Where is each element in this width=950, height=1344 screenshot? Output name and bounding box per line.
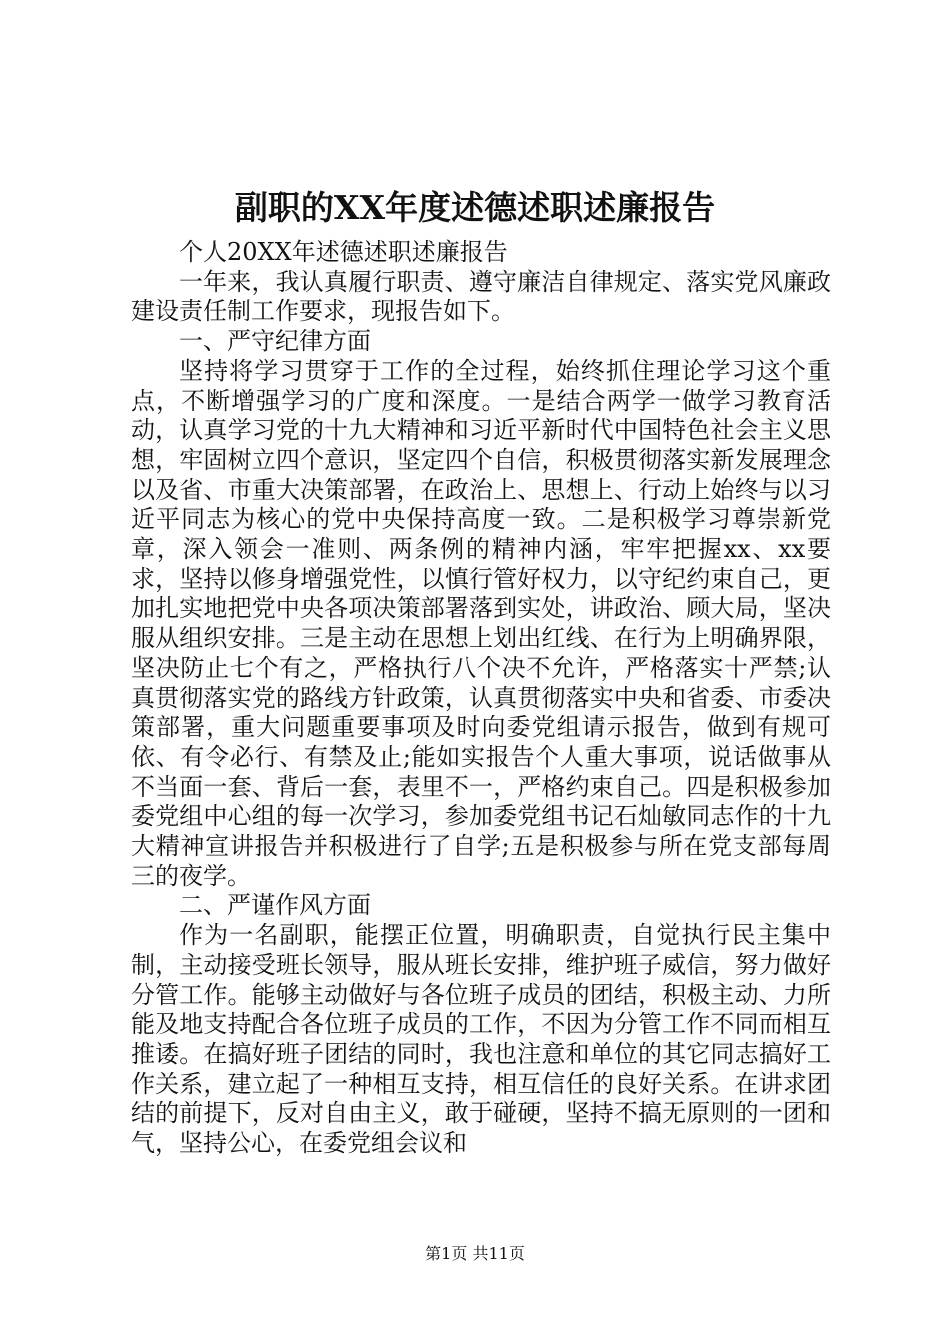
section-heading-work-style: 二、严谨作风方面 bbox=[179, 891, 371, 920]
document-title: 副职的XX年度述德述职述廉报告 bbox=[234, 188, 716, 227]
section-body-discipline: 坚持将学习贯穿于工作的全过程，始终抓住理论学习这个重点，不断增强学习的广度和深度。一是结合两学一做学习教育活动，认真学习党的十九大精神和习近平新时代中国特色社会主义思想，牢固树立四个意识，坚定四个自信，积极贯彻落实新发展理念以及省、市重大决策部署，在政治上、思想上、行动上始终与以习近平同志为核心的党中央保持高度一致。二是积极学习尊崇新党章，深入领会一准则、两条例的精神内涵，牢牢把握xx、xx要求，坚持以修身增强党性，以慎行管好权力，以守纪约束自己，更加扎实地把党中央各项决策部署落到实处，讲政治、顾大局，坚决服从组织安排。三是主动在思想上划出红线、在行为上明确界限，坚决防止七个有之，严格执行八个决不允许，严格落实十严禁;认真贯彻落实党的路线方针政策，认真贯彻落实中央和省委、市委决策部署，重大问题重要事项及时向委党组请示报告，做到有规可依、有令必行、有禁及止;能如实报告个人重大事项，说话做事从不当面一套、背后一套，表里不一，严格约束自己。四是积极参加委党组中心组的每一次学习，参加委党组书记石灿敏同志作的十九大精神宣讲报告并积极进行了自学;五是积极参与所在党支部每周三的夜学。 bbox=[131, 356, 831, 890]
page-number: 第1页 bbox=[425, 1244, 468, 1263]
page-total: 共11页 bbox=[472, 1244, 525, 1263]
section-heading-discipline: 一、严守纪律方面 bbox=[179, 327, 371, 356]
document-body bbox=[131, 238, 831, 1159]
subtitle: 个人20XX年述德述职述廉报告 bbox=[179, 238, 508, 266]
page-footer bbox=[0, 1242, 950, 1266]
intro-paragraph: 一年来，我认真履行职责、遵守廉洁自律规定、落实党风廉政建设责任制工作要求，现报告如下。 bbox=[131, 267, 831, 326]
section-body-work-style: 作为一名副职，能摆正位置，明确职责，自觉执行民主集中制，主动接受班长领导，服从班长安排，维护班子威信，努力做好分管工作。能够主动做好与各位班子成员的团结，积极主动、力所能及地支持配合各位班子成员的工作，不因为分管工作不同而相互推诿。在搞好班子团结的同时，我也注意和单位的其它同志搞好工作关系，建立起了一种相互支持，相互信任的良好关系。在讲求团结的前提下，反对自由主义，敢于碰硬，坚持不搞无原则的一团和气，坚持公心，在委党组会议和 bbox=[131, 921, 831, 1158]
